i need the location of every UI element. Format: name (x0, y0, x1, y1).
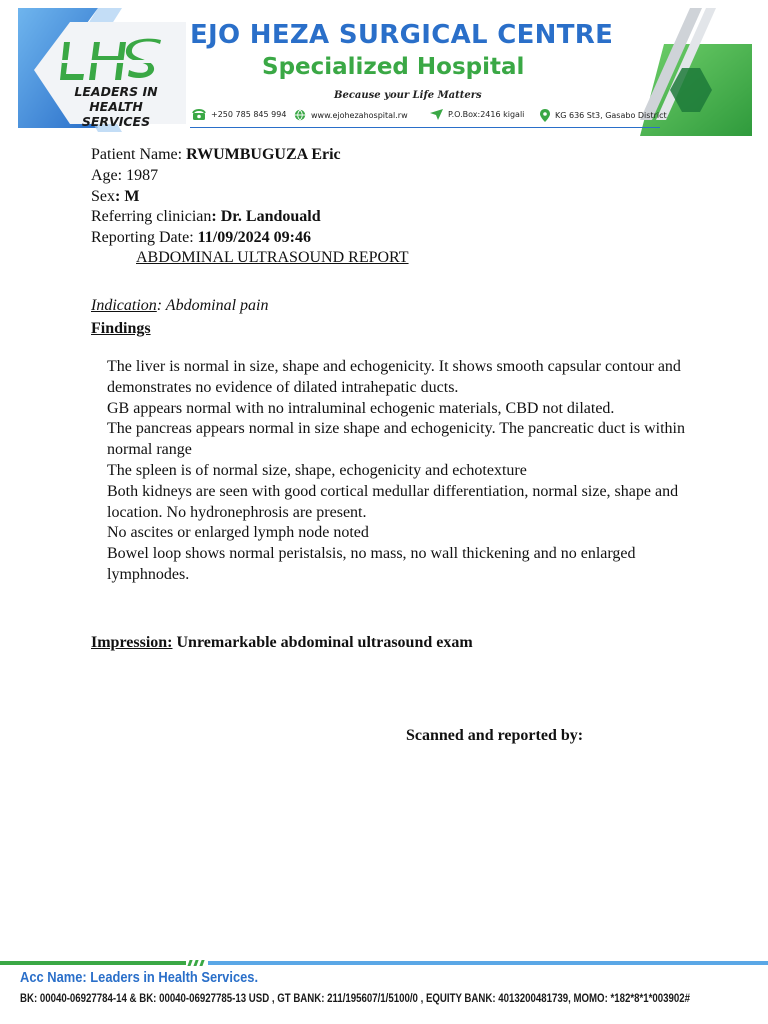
patient-name-row (91, 145, 341, 166)
report-title: ABDOMINAL ULTRASOUND REPORT (136, 249, 409, 266)
lhs-logo (60, 38, 170, 82)
patient-name-label: Patient Name: (91, 146, 187, 163)
contact-address (540, 109, 667, 122)
impression-label: Impression: (91, 634, 173, 651)
po-box: P.O.Box:2416 kigali (448, 110, 525, 119)
phone-icon (192, 109, 206, 120)
finding-bowel: Bowel loop shows normal peristalsis, no mass, no wall thickening and no enlarged lymphnodes. (107, 545, 636, 583)
indication (91, 297, 268, 315)
finding-pancreas: The pancreas appears normal in size shape and echogenicity. The pancreatic duct is within normal range (107, 420, 685, 459)
sex-value: : M (115, 187, 140, 205)
hospital-subtitle: Specialized Hospital (262, 54, 525, 80)
contact-phone (192, 109, 286, 120)
logo-tagline (46, 84, 186, 129)
finding-kidneys: Both kidneys are seen with good cortical medullar differentiation, normal size, shape and location. No hydronephrosis are present. (107, 482, 679, 521)
paper-plane-icon (430, 109, 443, 120)
globe-icon (294, 109, 306, 121)
contact-row (190, 109, 670, 127)
finding-gallbladder: GB appears normal with no intraluminal echogenic materials, CBD not dilated. (107, 399, 615, 417)
finding-ascites: No ascites or enlarged lymph node noted (107, 524, 369, 542)
website-url: www.ejohezahospital.rw (311, 110, 408, 120)
age-value: 1987 (126, 166, 159, 184)
sex-row (91, 187, 341, 208)
signature-label: Scanned and reported by: (406, 727, 584, 744)
footer-bank-details: BK: 00040-06927784-14 & BK: 00040-06927785-13 USD , GT BANK: 211/195607/1/5100/0 , EQUITY BANK: 4013200481739, MOMO: *182*8*1*003902# (20, 991, 690, 1005)
letterhead (0, 0, 768, 140)
location-pin-icon (540, 109, 550, 122)
age-row (91, 166, 341, 187)
contact-po-box (430, 109, 524, 120)
footer-bar (0, 959, 768, 967)
impression (91, 634, 473, 652)
tagline-line-2: SERVICES (81, 114, 151, 129)
clinician-value: : Dr. Landouald (211, 208, 321, 226)
reporting-date-label: Reporting Date: (91, 229, 198, 247)
patient-details (91, 145, 341, 249)
tagline-line-1: LEADERS IN HEALTH (74, 84, 158, 114)
findings-list (107, 357, 687, 586)
contact-website (294, 109, 408, 121)
hospital-name: EJO HEZA SURGICAL CENTRE (190, 20, 614, 50)
patient-name-value: RWUMBUGUZA Eric (186, 146, 341, 163)
finding-liver: The liver is normal in size, shape and echogenicity. It shows smooth capsular contour and demonstrates no evidence of dilated intrahepatic ducts. (107, 358, 681, 396)
indication-value: : Abdominal pain (156, 297, 269, 314)
reporting-date-row (91, 228, 341, 249)
findings-header: Findings (91, 320, 151, 337)
clinician-label: Referring clinician (91, 208, 212, 226)
header-divider (190, 127, 660, 128)
finding-spleen: The spleen is of normal size, shape, echogenicity and echotexture (107, 461, 527, 479)
footer-account-name: Acc Name: Leaders in Health Services. (20, 969, 259, 986)
impression-value: Unremarkable abdominal ultrasound exam (172, 634, 473, 651)
clinician-row (91, 207, 341, 228)
indication-label: Indication (91, 297, 157, 314)
street-address: KG 636 St3, Gasabo District (555, 111, 667, 120)
hospital-motto: Because your Life Matters (334, 90, 482, 101)
age-label: Age: (91, 166, 127, 184)
phone-number: +250 785 845 994 (211, 110, 287, 119)
reporting-date-value: 11/09/2024 09:46 (197, 229, 311, 247)
sex-label: Sex (91, 187, 115, 205)
